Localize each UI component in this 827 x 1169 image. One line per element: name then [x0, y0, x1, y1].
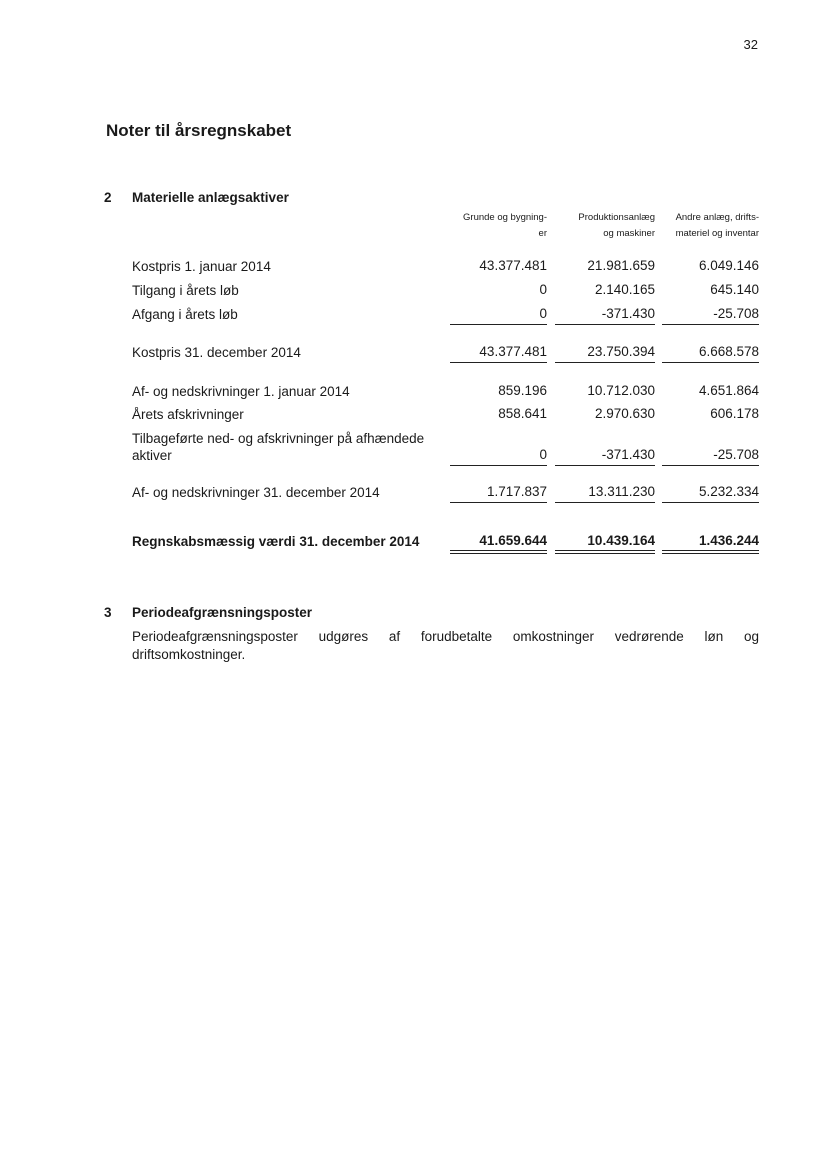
note-3-text-continued: driftsomkostninger.: [132, 647, 246, 662]
table-cell: 1.436.244: [698, 533, 759, 548]
table-cell: 23.750.394: [587, 344, 655, 359]
row-label-kostpris-end: Kostpris 31. december 2014: [132, 345, 301, 360]
table-cell: 0: [539, 447, 547, 462]
table-cell: 859.196: [498, 383, 547, 398]
note-3-text: Periodeafgrænsningsposter udgøres af forudbetalte omkostninger vedrørende løn og: [132, 629, 759, 644]
column-header-grunde: Grunde og bygning- er: [463, 212, 547, 239]
row-label-afskr-start: Af- og nedskrivninger 1. januar 2014: [132, 384, 350, 399]
table-cell: 10.712.030: [587, 383, 655, 398]
note-3-title: Periodeafgrænsningsposter: [132, 605, 313, 620]
subtotal-rule: [662, 465, 759, 466]
total-rule: [662, 502, 759, 503]
subtotal-rule: [555, 465, 655, 466]
page-title: Noter til årsregnskabet: [106, 121, 292, 140]
row-label-tilgang: Tilgang i årets løb: [132, 283, 239, 298]
table-cell: 13.311.230: [588, 484, 655, 499]
row-label-arets-afskr: Årets afskrivninger: [132, 407, 244, 422]
double-total-rule: [555, 550, 655, 554]
table-cell: -25.708: [713, 306, 759, 321]
total-rule: [450, 502, 547, 503]
subtotal-rule: [662, 324, 759, 325]
row-label-tilbagefoert: Tilbageførte ned- og afskrivninger på afhændede aktiver: [132, 431, 425, 463]
table-cell: 606.178: [710, 406, 759, 421]
table-cell: 2.970.630: [594, 406, 655, 421]
table-cell: 858.641: [498, 406, 547, 421]
table-cell: 6.049.146: [698, 258, 759, 273]
row-label-afgang: Afgang i årets løb: [132, 307, 238, 322]
table-cell: 43.377.481: [479, 344, 547, 359]
row-label-regnskab-vaerdi: Regnskabsmæssig værdi 31. december 2014: [132, 534, 420, 549]
note-3-number: 3: [104, 605, 112, 620]
note-2-number: 2: [104, 190, 112, 205]
table-cell: 21.981.659: [587, 258, 655, 273]
table-cell: 0: [539, 282, 547, 297]
table-cell: 6.668.578: [698, 344, 759, 359]
column-header-andre: Andre anlæg, drifts- materiel og inventar: [675, 212, 759, 239]
page-number: 32: [743, 37, 758, 52]
row-label-afskr-end: Af- og nedskrivninger 31. december 2014: [132, 485, 380, 500]
table-cell: -371.430: [601, 447, 655, 462]
table-cell: 2.140.165: [594, 282, 655, 297]
note-2-title: Materielle anlægsaktiver: [132, 190, 289, 205]
table-cell: 645.140: [710, 282, 759, 297]
table-cell: 41.659.644: [479, 533, 547, 548]
total-rule: [555, 362, 655, 363]
double-total-rule: [450, 550, 547, 554]
subtotal-rule: [450, 465, 547, 466]
subtotal-rule: [450, 324, 547, 325]
table-cell: -371.430: [601, 306, 655, 321]
total-rule: [555, 502, 655, 503]
table-cell: 43.377.481: [479, 258, 547, 273]
table-cell: 10.439.164: [587, 533, 655, 548]
total-rule: [450, 362, 547, 363]
column-header-produktion: Produktionsanlæg og maskiner: [578, 212, 655, 239]
table-cell: -25.708: [713, 447, 759, 462]
row-label-kostpris-start: Kostpris 1. januar 2014: [132, 259, 271, 274]
table-cell: 4.651.864: [698, 383, 759, 398]
double-total-rule: [662, 550, 759, 554]
table-cell: 0: [539, 306, 547, 321]
table-cell: 5.232.334: [698, 484, 759, 499]
total-rule: [662, 362, 759, 363]
table-cell: 1.717.837: [486, 484, 547, 499]
subtotal-rule: [555, 324, 655, 325]
